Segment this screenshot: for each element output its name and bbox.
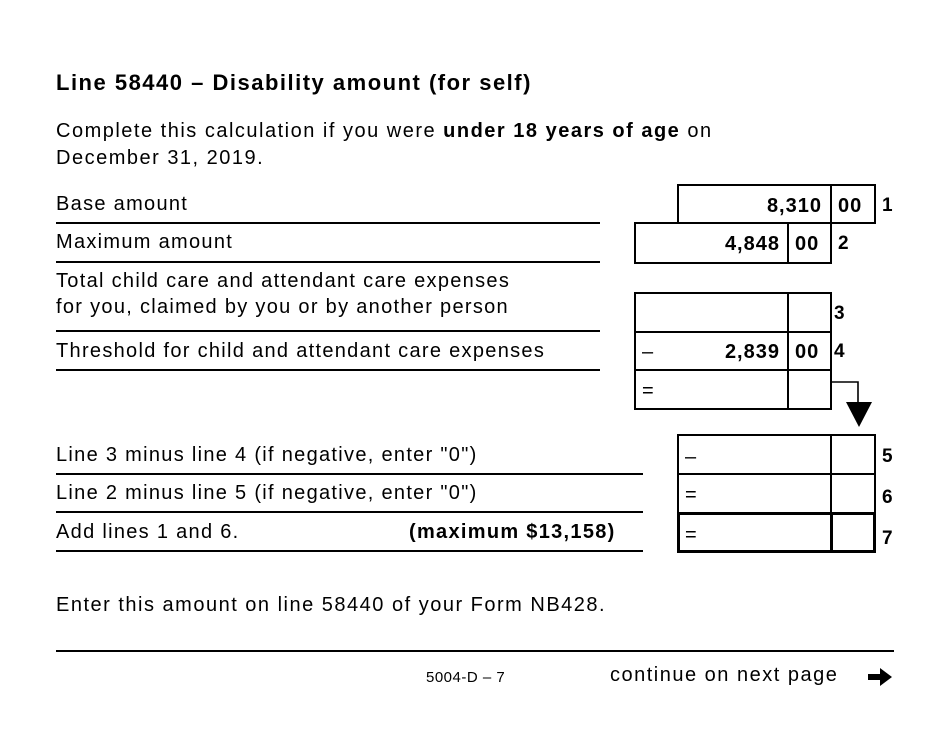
line-7-label: Add lines 1 and 6. xyxy=(56,521,240,543)
line-1-value: 8,310 xyxy=(766,195,822,217)
line-5-minus: – xyxy=(685,446,697,468)
line-3-cents-divider xyxy=(787,292,789,333)
line-7-box[interactable] xyxy=(677,512,876,553)
line-1-cents: 00 xyxy=(838,195,863,217)
line-3-label-1: Total child care and attendant care expenses xyxy=(56,270,511,292)
line-3-box[interactable] xyxy=(634,292,832,333)
intro-text xyxy=(56,118,816,172)
line-4-minus: – xyxy=(642,341,654,363)
line-4-value: 2,839 xyxy=(724,341,780,363)
line-1-cents-divider xyxy=(830,184,832,224)
right-arrow-icon xyxy=(866,666,894,688)
line-2-rule xyxy=(56,261,600,263)
line-5-rule xyxy=(56,473,643,475)
line-2-cents: 00 xyxy=(795,233,820,255)
line-2-number: 2 xyxy=(838,233,849,254)
line-5-number: 5 xyxy=(882,446,893,467)
line-6-rule xyxy=(56,511,643,513)
line-3-number: 3 xyxy=(834,303,845,324)
line-4-rule xyxy=(56,369,600,371)
line-1-number: 1 xyxy=(882,195,893,216)
subtotal-box[interactable] xyxy=(634,369,832,410)
line-1-label: Base amount xyxy=(56,193,189,215)
line-6-equals: = xyxy=(685,484,697,506)
line-6-box[interactable] xyxy=(677,473,876,514)
page-number: 5004-D – 7 xyxy=(426,669,506,686)
down-arrow-icon xyxy=(826,376,876,430)
line-6-cents-divider xyxy=(830,473,832,514)
line-4-cents: 00 xyxy=(795,341,820,363)
intro-after: on December 31, 2019. xyxy=(56,120,713,169)
subtotal-cents-divider xyxy=(787,369,789,410)
line-4-number: 4 xyxy=(834,341,845,362)
subtotal-equals: = xyxy=(642,380,654,402)
intro-bold: under 18 years of age xyxy=(443,120,681,142)
line-5-box[interactable] xyxy=(677,434,876,475)
line-4-label: Threshold for child and attendant care expenses xyxy=(56,340,546,362)
line-7-cents-divider xyxy=(830,512,833,553)
line-3-rule xyxy=(56,330,600,332)
line-7-equals: = xyxy=(685,524,697,546)
line-3-label-2: for you, claimed by you or by another person xyxy=(56,296,509,318)
line-5-label: Line 3 minus line 4 (if negative, enter "0") xyxy=(56,444,478,466)
line-7-number: 7 xyxy=(882,528,893,549)
footer-rule xyxy=(56,650,894,652)
line-2-cents-divider xyxy=(787,222,789,264)
instruction-text: Enter this amount on line 58440 of your Form NB428. xyxy=(56,594,607,616)
intro-before: Complete this calculation if you were xyxy=(56,120,444,142)
line-5-cents-divider xyxy=(830,434,832,475)
line-7-rule xyxy=(56,550,643,552)
line-7-maximum: (maximum $13,158) xyxy=(409,521,616,543)
continue-link[interactable]: continue on next page xyxy=(610,664,839,686)
line-1-rule xyxy=(56,222,600,224)
line-2-label: Maximum amount xyxy=(56,231,234,253)
page-title: Line 58440 – Disability amount (for self) xyxy=(56,70,532,95)
line-4-cents-divider xyxy=(787,331,789,371)
line-6-label: Line 2 minus line 5 (if negative, enter "0") xyxy=(56,482,478,504)
line-6-number: 6 xyxy=(882,487,893,508)
line-2-value: 4,848 xyxy=(724,233,780,255)
